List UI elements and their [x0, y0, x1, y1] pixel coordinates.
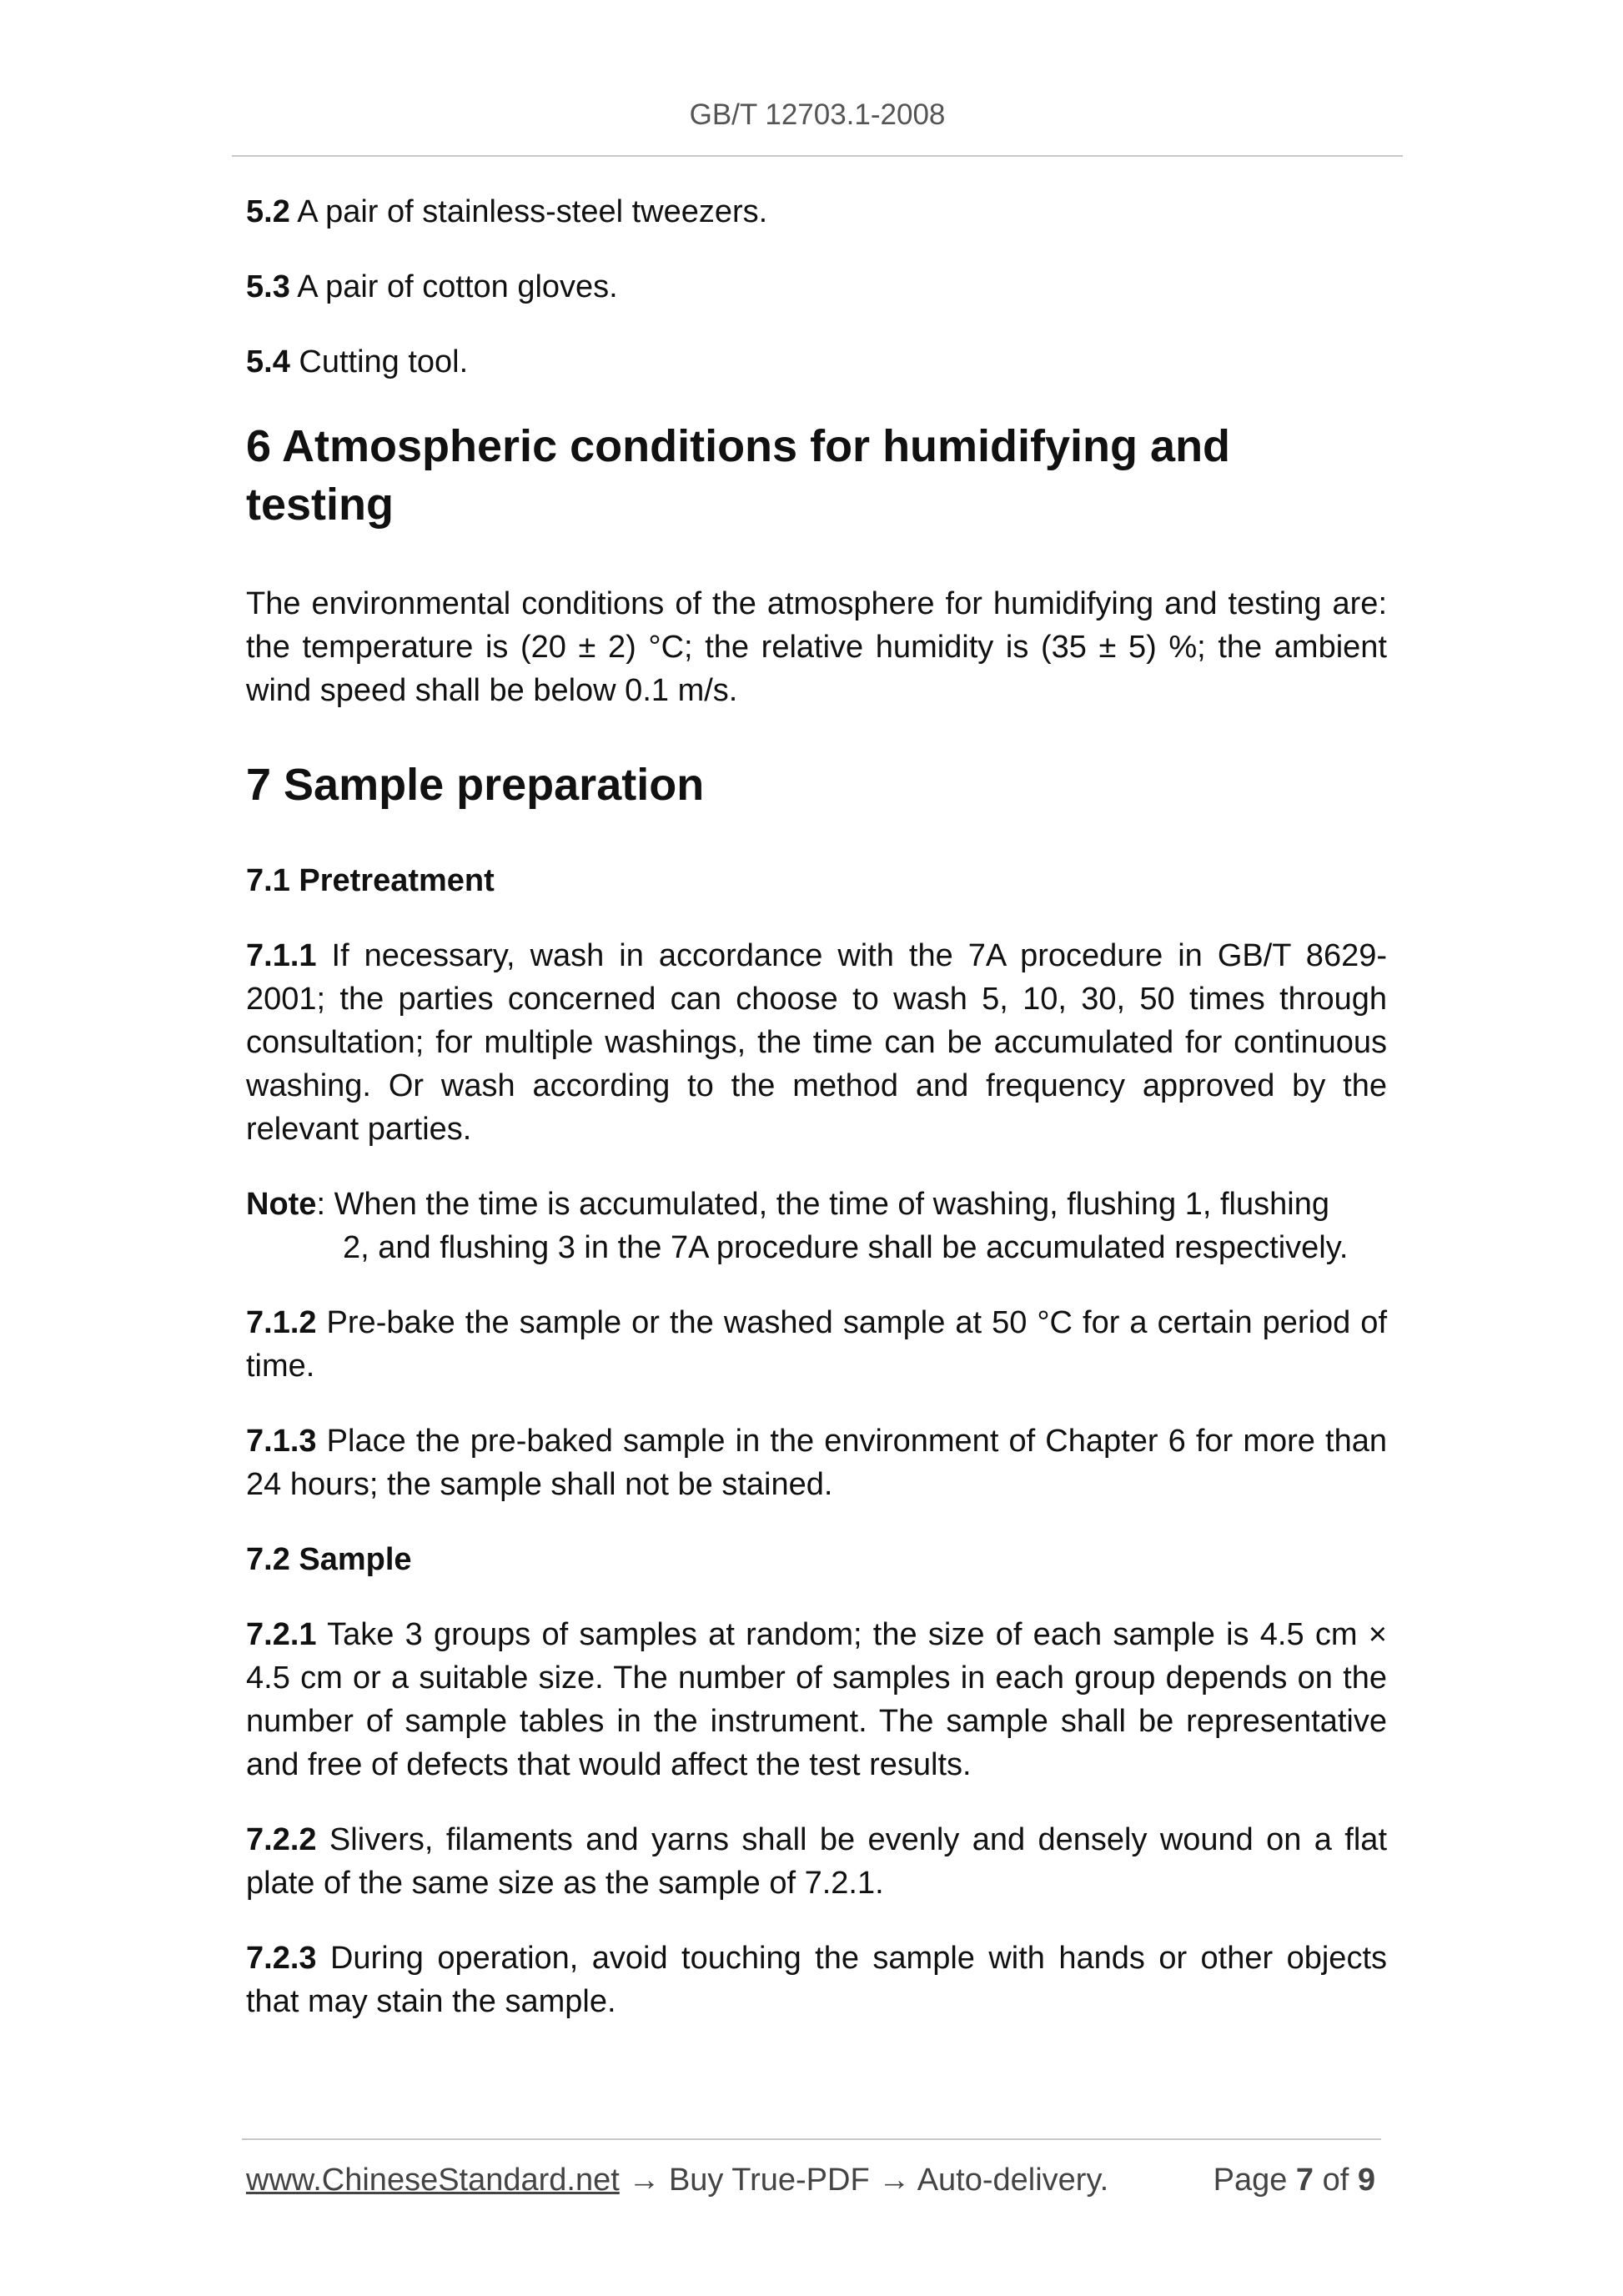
clause-text: If necessary, wash in accordance with the 7A procedure in GB/T 8629-2001; the parties concerned can choose to wash 5, 10, 30, 50 times through consultation; for multiple washings, the time can be accumulated for continuous washing. Or wash according to the method and frequency approved by the relevant parties.	[246, 938, 1387, 1147]
item-5-2	[246, 190, 1387, 234]
clause-7-1-2	[246, 1301, 1387, 1388]
footer-divider	[242, 2138, 1381, 2140]
note-line-2: 2, and flushing 3 in the 7A procedure shall be accumulated respectively.	[343, 1230, 1349, 1265]
current-page-number: 7	[1295, 2163, 1314, 2198]
footer-promo-text: → Buy True-PDF → Auto-delivery.	[619, 2163, 1109, 2198]
clause-7-2-3	[246, 1937, 1387, 2023]
note-block	[246, 1183, 1387, 1269]
page-content	[246, 190, 1387, 2055]
of-word: of	[1314, 2163, 1358, 2198]
page-header: GB/T 12703.1-2008	[689, 98, 946, 131]
clause-number: 5.4	[246, 344, 290, 379]
clause-number: 7.2.1	[246, 1617, 317, 1652]
subsection-7-2-heading: 7.2 Sample	[246, 1542, 412, 1577]
section-6-heading: 6 Atmospheric conditions for humidifying and testing	[246, 421, 1231, 530]
clause-text: Place the pre-baked sample in the environment of Chapter 6 for more than 24 hours; the sample shall not be stained.	[246, 1424, 1387, 1502]
item-5-4	[246, 340, 1387, 384]
clause-text: Slivers, filaments and yarns shall be evenly and densely wound on a flat plate of the same size as the sample of 7.2.1.	[246, 1822, 1387, 1901]
clause-7-1-1	[246, 934, 1387, 1151]
section-7-heading: 7 Sample preparation	[246, 760, 705, 810]
clause-7-2-1	[246, 1613, 1387, 1786]
note-label: Note	[246, 1187, 317, 1222]
clause-text: A pair of stainless-steel tweezers.	[289, 194, 768, 229]
clause-text: Take 3 groups of samples at random; the size of each sample is 4.5 cm × 4.5 cm or a suitable size. The number of samples in each group depends on the number of sample tables in the instrument. The sample shall be representative and free of defects that would affect the test results.	[246, 1617, 1387, 1782]
page-word: Page	[1213, 2163, 1296, 2198]
clause-number: 7.1.3	[246, 1424, 317, 1459]
item-5-3	[246, 265, 1387, 309]
total-page-number: 9	[1357, 2163, 1375, 2198]
site-link[interactable]: www.ChineseStandard.net	[246, 2163, 620, 2198]
clause-number: 5.2	[246, 194, 290, 229]
clause-text: A pair of cotton gloves.	[289, 269, 618, 304]
footer-promo	[246, 2158, 1108, 2202]
note-line-1: : When the time is accumulated, the time of washing, flushing 1, flushing	[316, 1187, 1329, 1222]
clause-number: 7.1.2	[246, 1305, 317, 1340]
clause-text: Pre-bake the sample or the washed sample at 50 °C for a certain period of time.	[246, 1305, 1387, 1384]
header-divider	[232, 155, 1403, 157]
clause-number: 7.2.2	[246, 1822, 317, 1857]
clause-number: 7.2.3	[246, 1941, 317, 1976]
subsection-7-1-heading: 7.1 Pretreatment	[246, 863, 495, 898]
clause-number: 7.1.1	[246, 938, 317, 973]
clause-number: 5.3	[246, 269, 290, 304]
section-6-body: The environmental conditions of the atmosphere for humidifying and testing are: the temperature is (20 ± 2) °C; the relative humidity is (35 ± 5) %; the ambient wind speed shall be below 0.1 m/s.	[246, 586, 1387, 708]
page-indicator	[1213, 2158, 1375, 2202]
clause-text: Cutting tool.	[289, 344, 469, 379]
clause-text: During operation, avoid touching the sample with hands or other objects that may stain the sample.	[246, 1941, 1387, 2019]
clause-7-2-2	[246, 1818, 1387, 1905]
clause-7-1-3	[246, 1419, 1387, 1506]
